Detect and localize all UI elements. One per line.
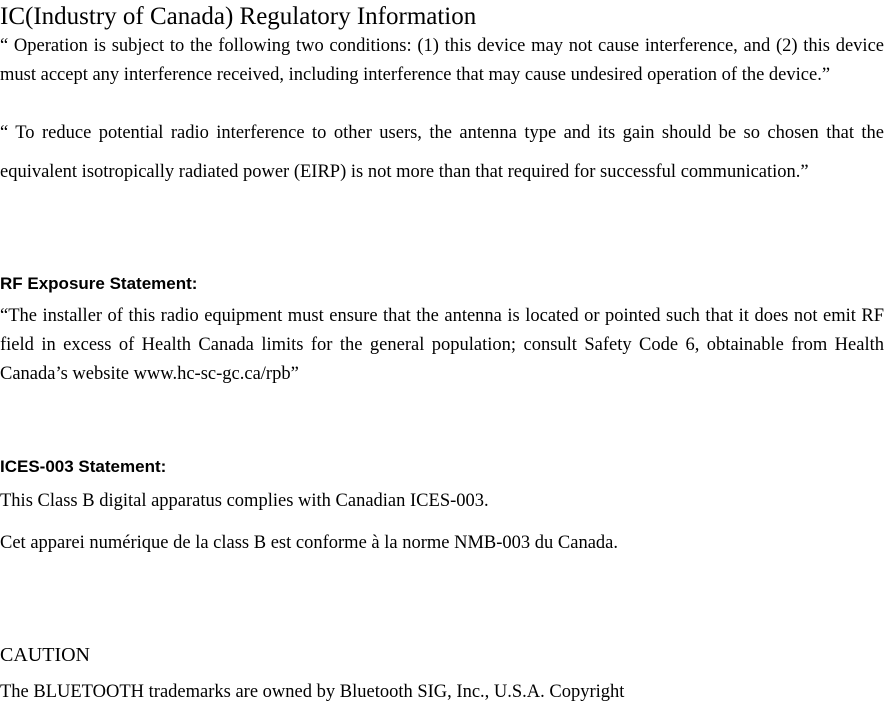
- caution-heading: CAUTION: [0, 644, 90, 666]
- rf-exposure-heading: RF Exposure Statement:: [0, 274, 198, 293]
- caution-text: The BLUETOOTH trademarks are owned by Bluetooth SIG, Inc., U.S.A. Copyright: [0, 682, 625, 702]
- page-title: IC(Industry of Canada) Regulatory Information: [0, 3, 477, 30]
- ices-003-french-text: Cet apparei numérique de la class B est conforme à la norme NMB-003 du Canada.: [0, 533, 619, 553]
- ices-003-english-text: This Class B digital apparatus complies with Canadian ICES-003.: [0, 491, 489, 511]
- ic-conditions-paragraph: “ Operation is subject to the following two conditions: (1) this device may not cause interference, and (2) this device must accept any interference received, including interference that may cause undesired operation of the device.”: [0, 36, 884, 85]
- ic-antenna-paragraph: “ To reduce potential radio interference to other users, the antenna type and its gain should be so chosen that the equivalent isotropically radiated power (EIRP) is not more than that required for successful communication.”: [0, 123, 884, 182]
- ices-003-heading: ICES-003 Statement:: [0, 457, 167, 476]
- rf-exposure-paragraph: “The installer of this radio equipment must ensure that the antenna is located or pointed such that it does not emit RF field in excess of Health Canada limits for the general population; consult Safety Code 6, obtainable from Health Canada’s website www.hc-sc-gc.ca/rpb”: [0, 306, 884, 384]
